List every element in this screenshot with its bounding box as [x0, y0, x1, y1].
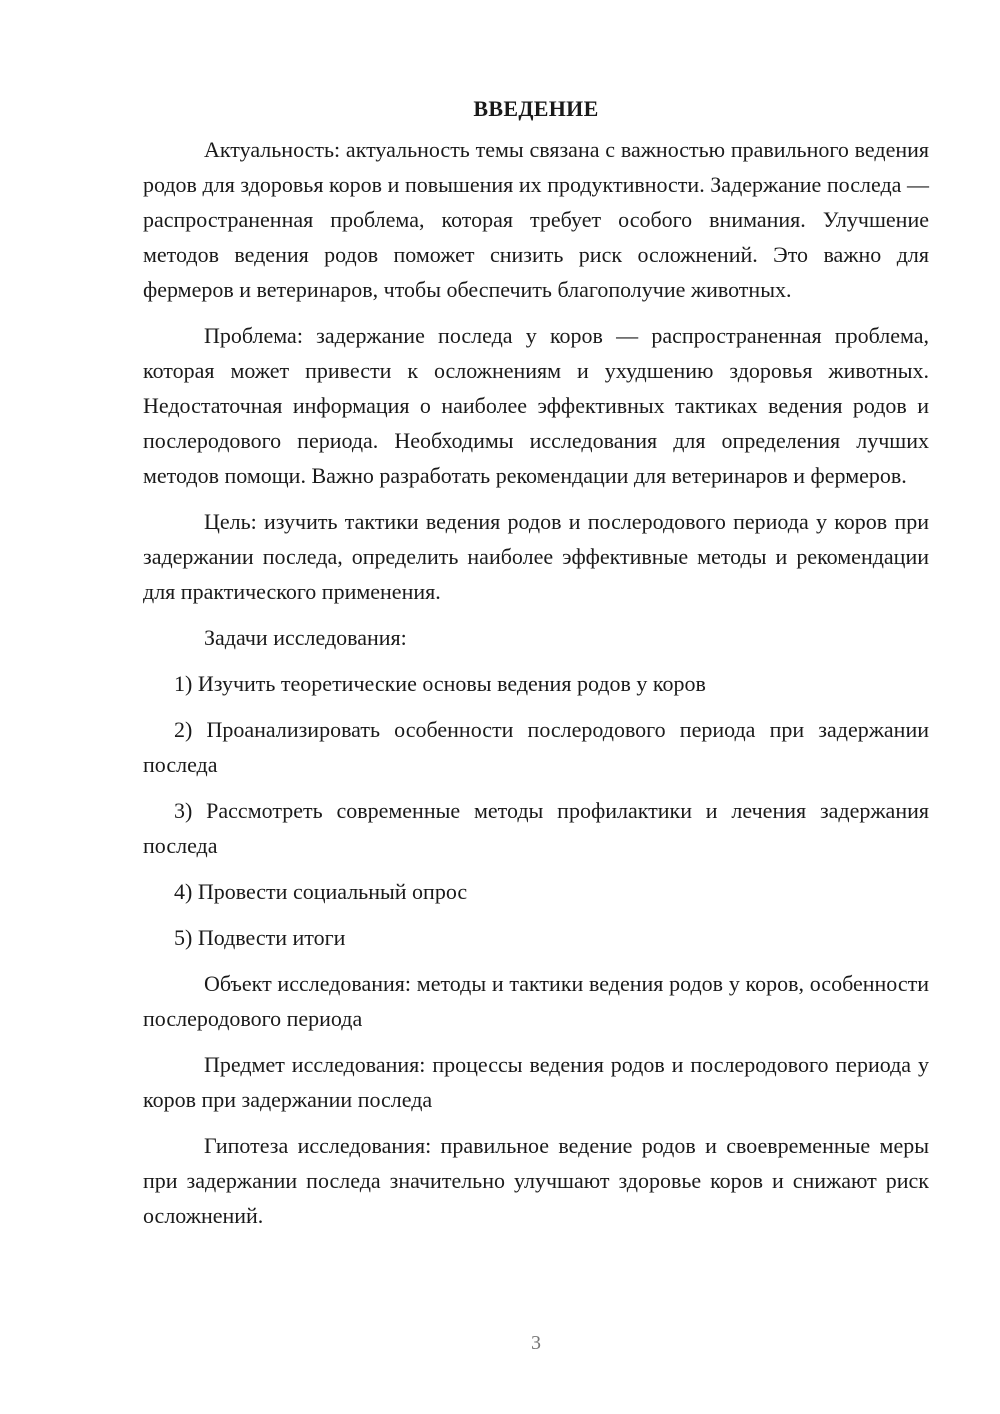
- page-number: 3: [531, 1332, 541, 1354]
- hypothesis-paragraph: Гипотеза исследования: правильное ведение родов и своевременные меры при задержании последа значительно улучшают здоровье коров и снижают риск осложнений.: [143, 1133, 929, 1228]
- goal-paragraph: Цель: изучить тактики ведения родов и послеродового периода у коров при задержании последа, определить наиболее эффективные методы и рекомендации для практического применения.: [143, 509, 929, 604]
- task-item-2: 2) Проанализировать особенности послеродового периода при задержании последа: [143, 717, 929, 777]
- relevance-paragraph: Актуальность: актуальность темы связана с важностью правильного ведения родов для здоровья коров и повышения их продуктивности. Задержание последа — распространенная проблема, которая требует особого внимания. Улучшение методов ведения родов поможет снизить риск осложнений. Это важно для фермеров и ветеринаров, чтобы обеспечить благополучие животных.: [143, 137, 929, 302]
- task-item-3: 3) Рассмотреть современные методы профилактики и лечения задержания последа: [143, 798, 929, 858]
- page-title: ВВЕДЕНИЕ: [473, 96, 599, 121]
- task-item-4: 4) Провести социальный опрос: [174, 879, 468, 904]
- task-item-1: 1) Изучить теоретические основы ведения родов у коров: [174, 671, 706, 696]
- object-paragraph: Объект исследования: методы и тактики ведения родов у коров, особенности послеродового периода: [143, 971, 929, 1031]
- problem-paragraph: Проблема: задержание последа у коров — распространенная проблема, которая может привести к осложнениям и ухудшению здоровья животных. Недостаточная информация о наиболее эффективных тактиках ведения родов и послеродового периода. Необходимы исследования для определения лучших методов помощи. Важно разработать рекомендации для ветеринаров и фермеров.: [143, 323, 929, 488]
- document-page: [143, 92, 929, 1244]
- task-item-5: 5) Подвести итоги: [174, 925, 346, 950]
- subject-paragraph: Предмет исследования: процессы ведения родов и послеродового периода у коров при задержании последа: [143, 1052, 929, 1112]
- tasks-heading: Задачи исследования:: [204, 625, 407, 650]
